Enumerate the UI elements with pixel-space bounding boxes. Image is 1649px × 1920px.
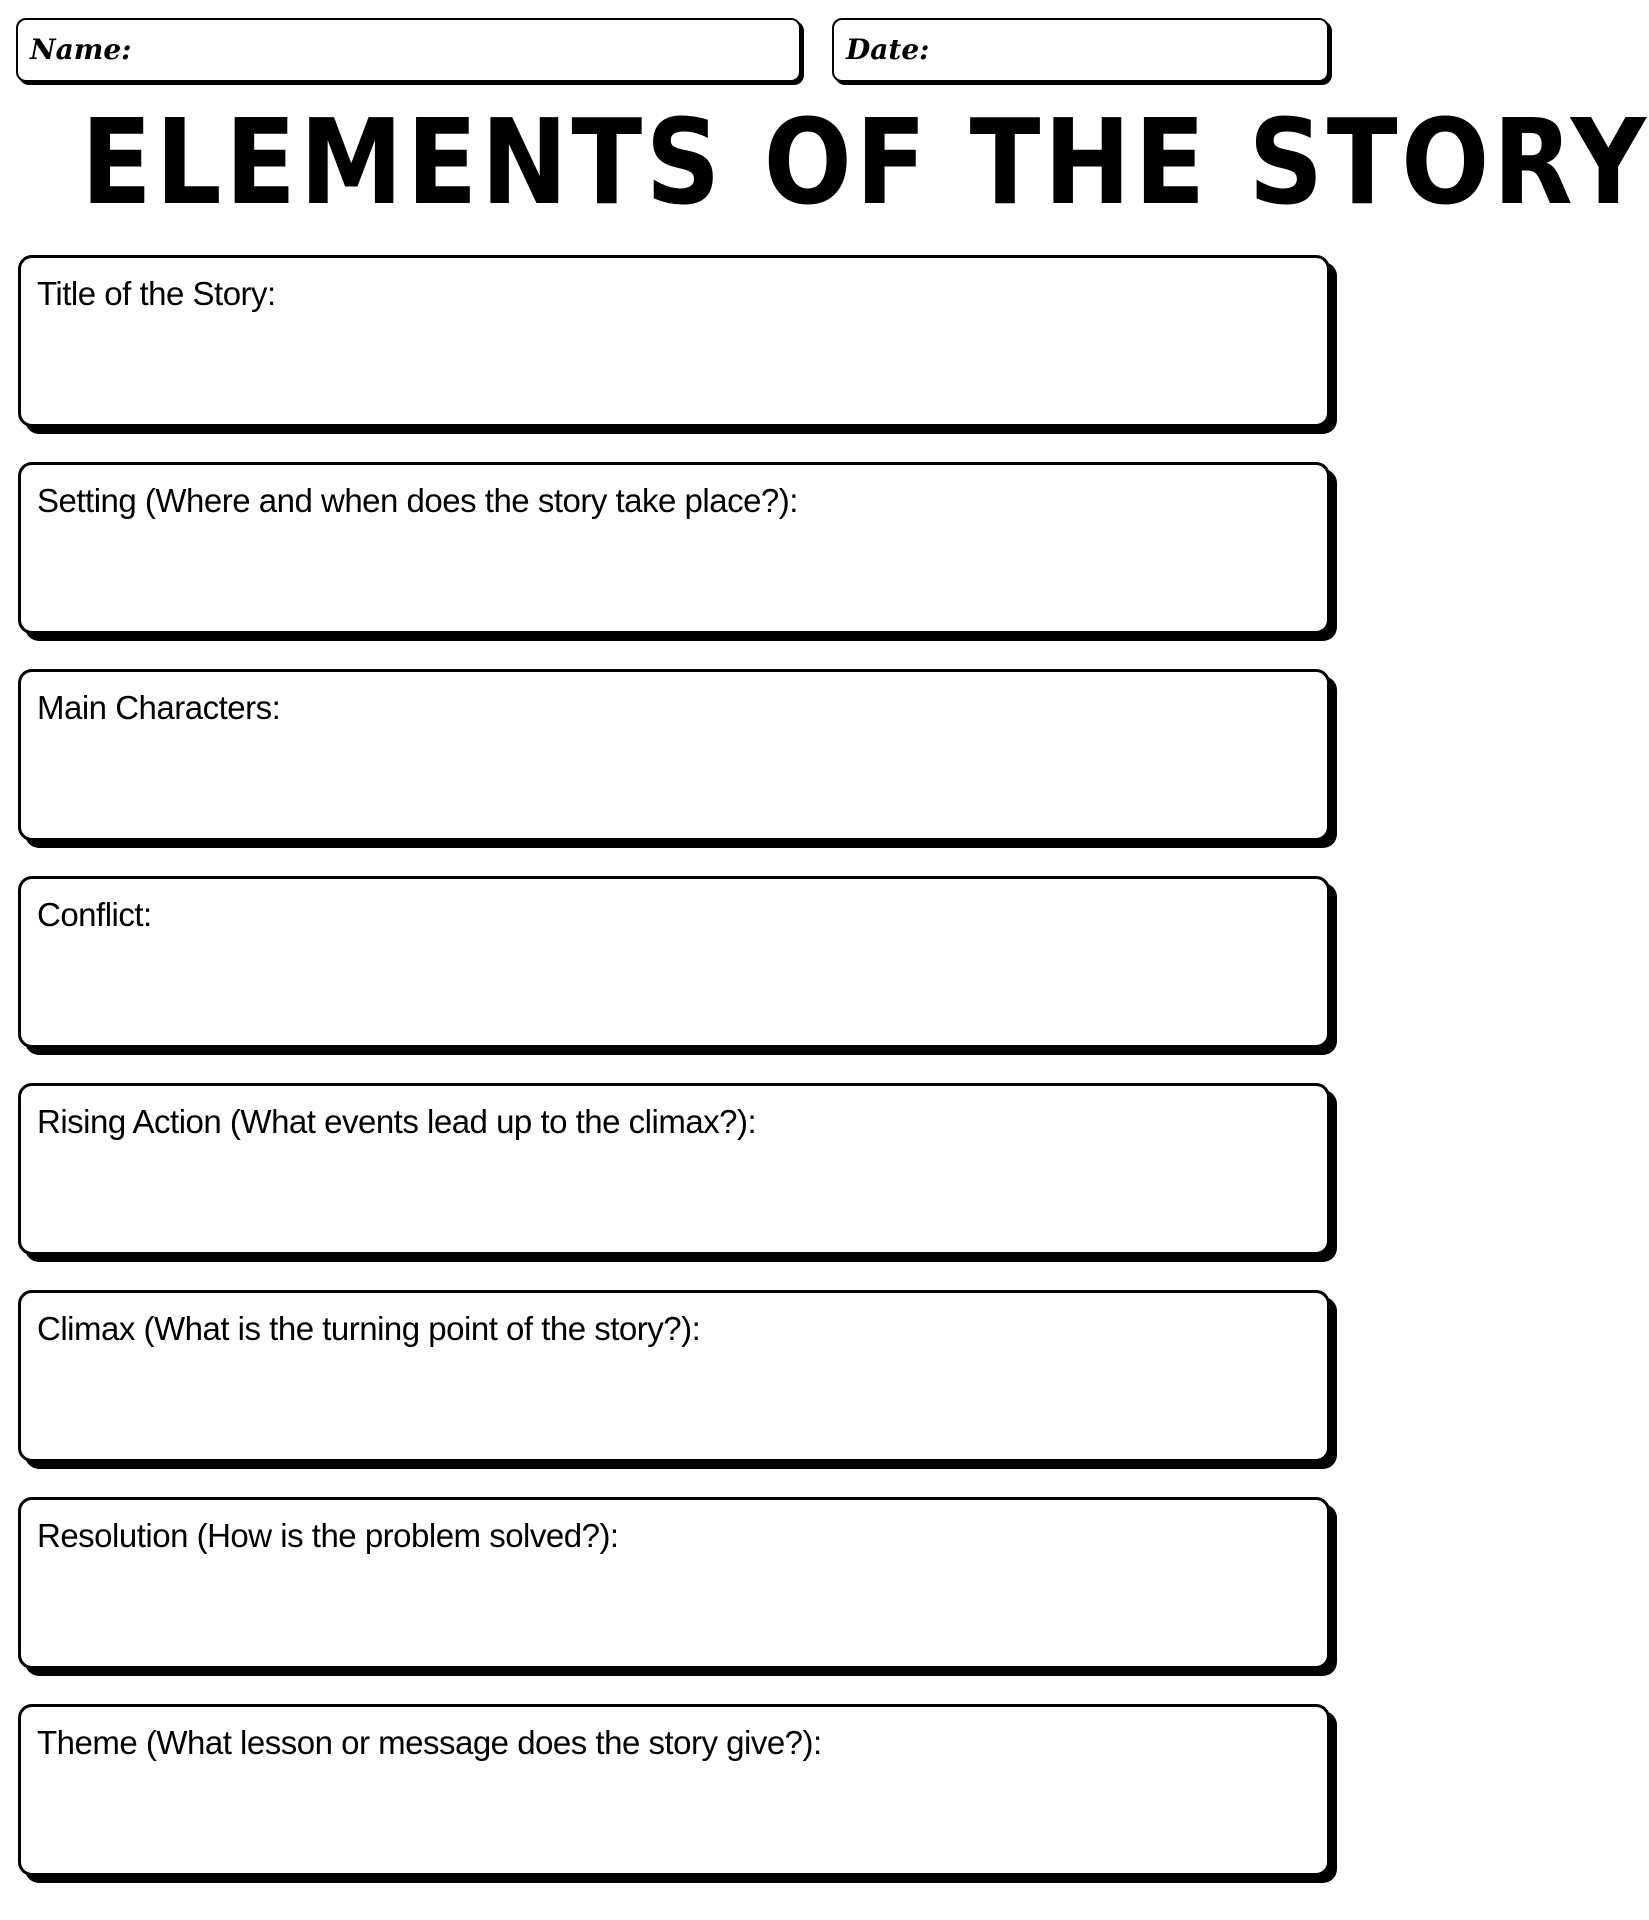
setting-label: Setting (Where and when does the story take place?): (37, 482, 798, 519)
rising-action-label: Rising Action (What events lead up to the climax?): (37, 1103, 757, 1140)
name-label: Name: (30, 33, 132, 66)
page-title: ELEMENTS OF THE STORY (81, 93, 1649, 231)
resolution-box[interactable] (18, 1497, 1330, 1669)
conflict-label: Conflict: (37, 896, 152, 933)
main-characters-label: Main Characters: (37, 689, 281, 726)
title-of-story-box[interactable] (18, 255, 1330, 427)
main-characters-box[interactable] (18, 669, 1330, 841)
setting-box[interactable] (18, 462, 1330, 634)
theme-label: Theme (What lesson or message does the story give?): (37, 1724, 822, 1761)
name-field[interactable] (16, 18, 801, 82)
title-of-story-label: Title of the Story: (37, 275, 276, 312)
story-elements-list (18, 255, 1330, 1876)
date-label: Date: (846, 33, 930, 66)
climax-label: Climax (What is the turning point of the story?): (37, 1310, 701, 1347)
theme-box[interactable] (18, 1704, 1330, 1876)
rising-action-box[interactable] (18, 1083, 1330, 1255)
resolution-label: Resolution (How is the problem solved?): (37, 1517, 619, 1554)
conflict-box[interactable] (18, 876, 1330, 1048)
date-field[interactable] (832, 18, 1329, 82)
climax-box[interactable] (18, 1290, 1330, 1462)
